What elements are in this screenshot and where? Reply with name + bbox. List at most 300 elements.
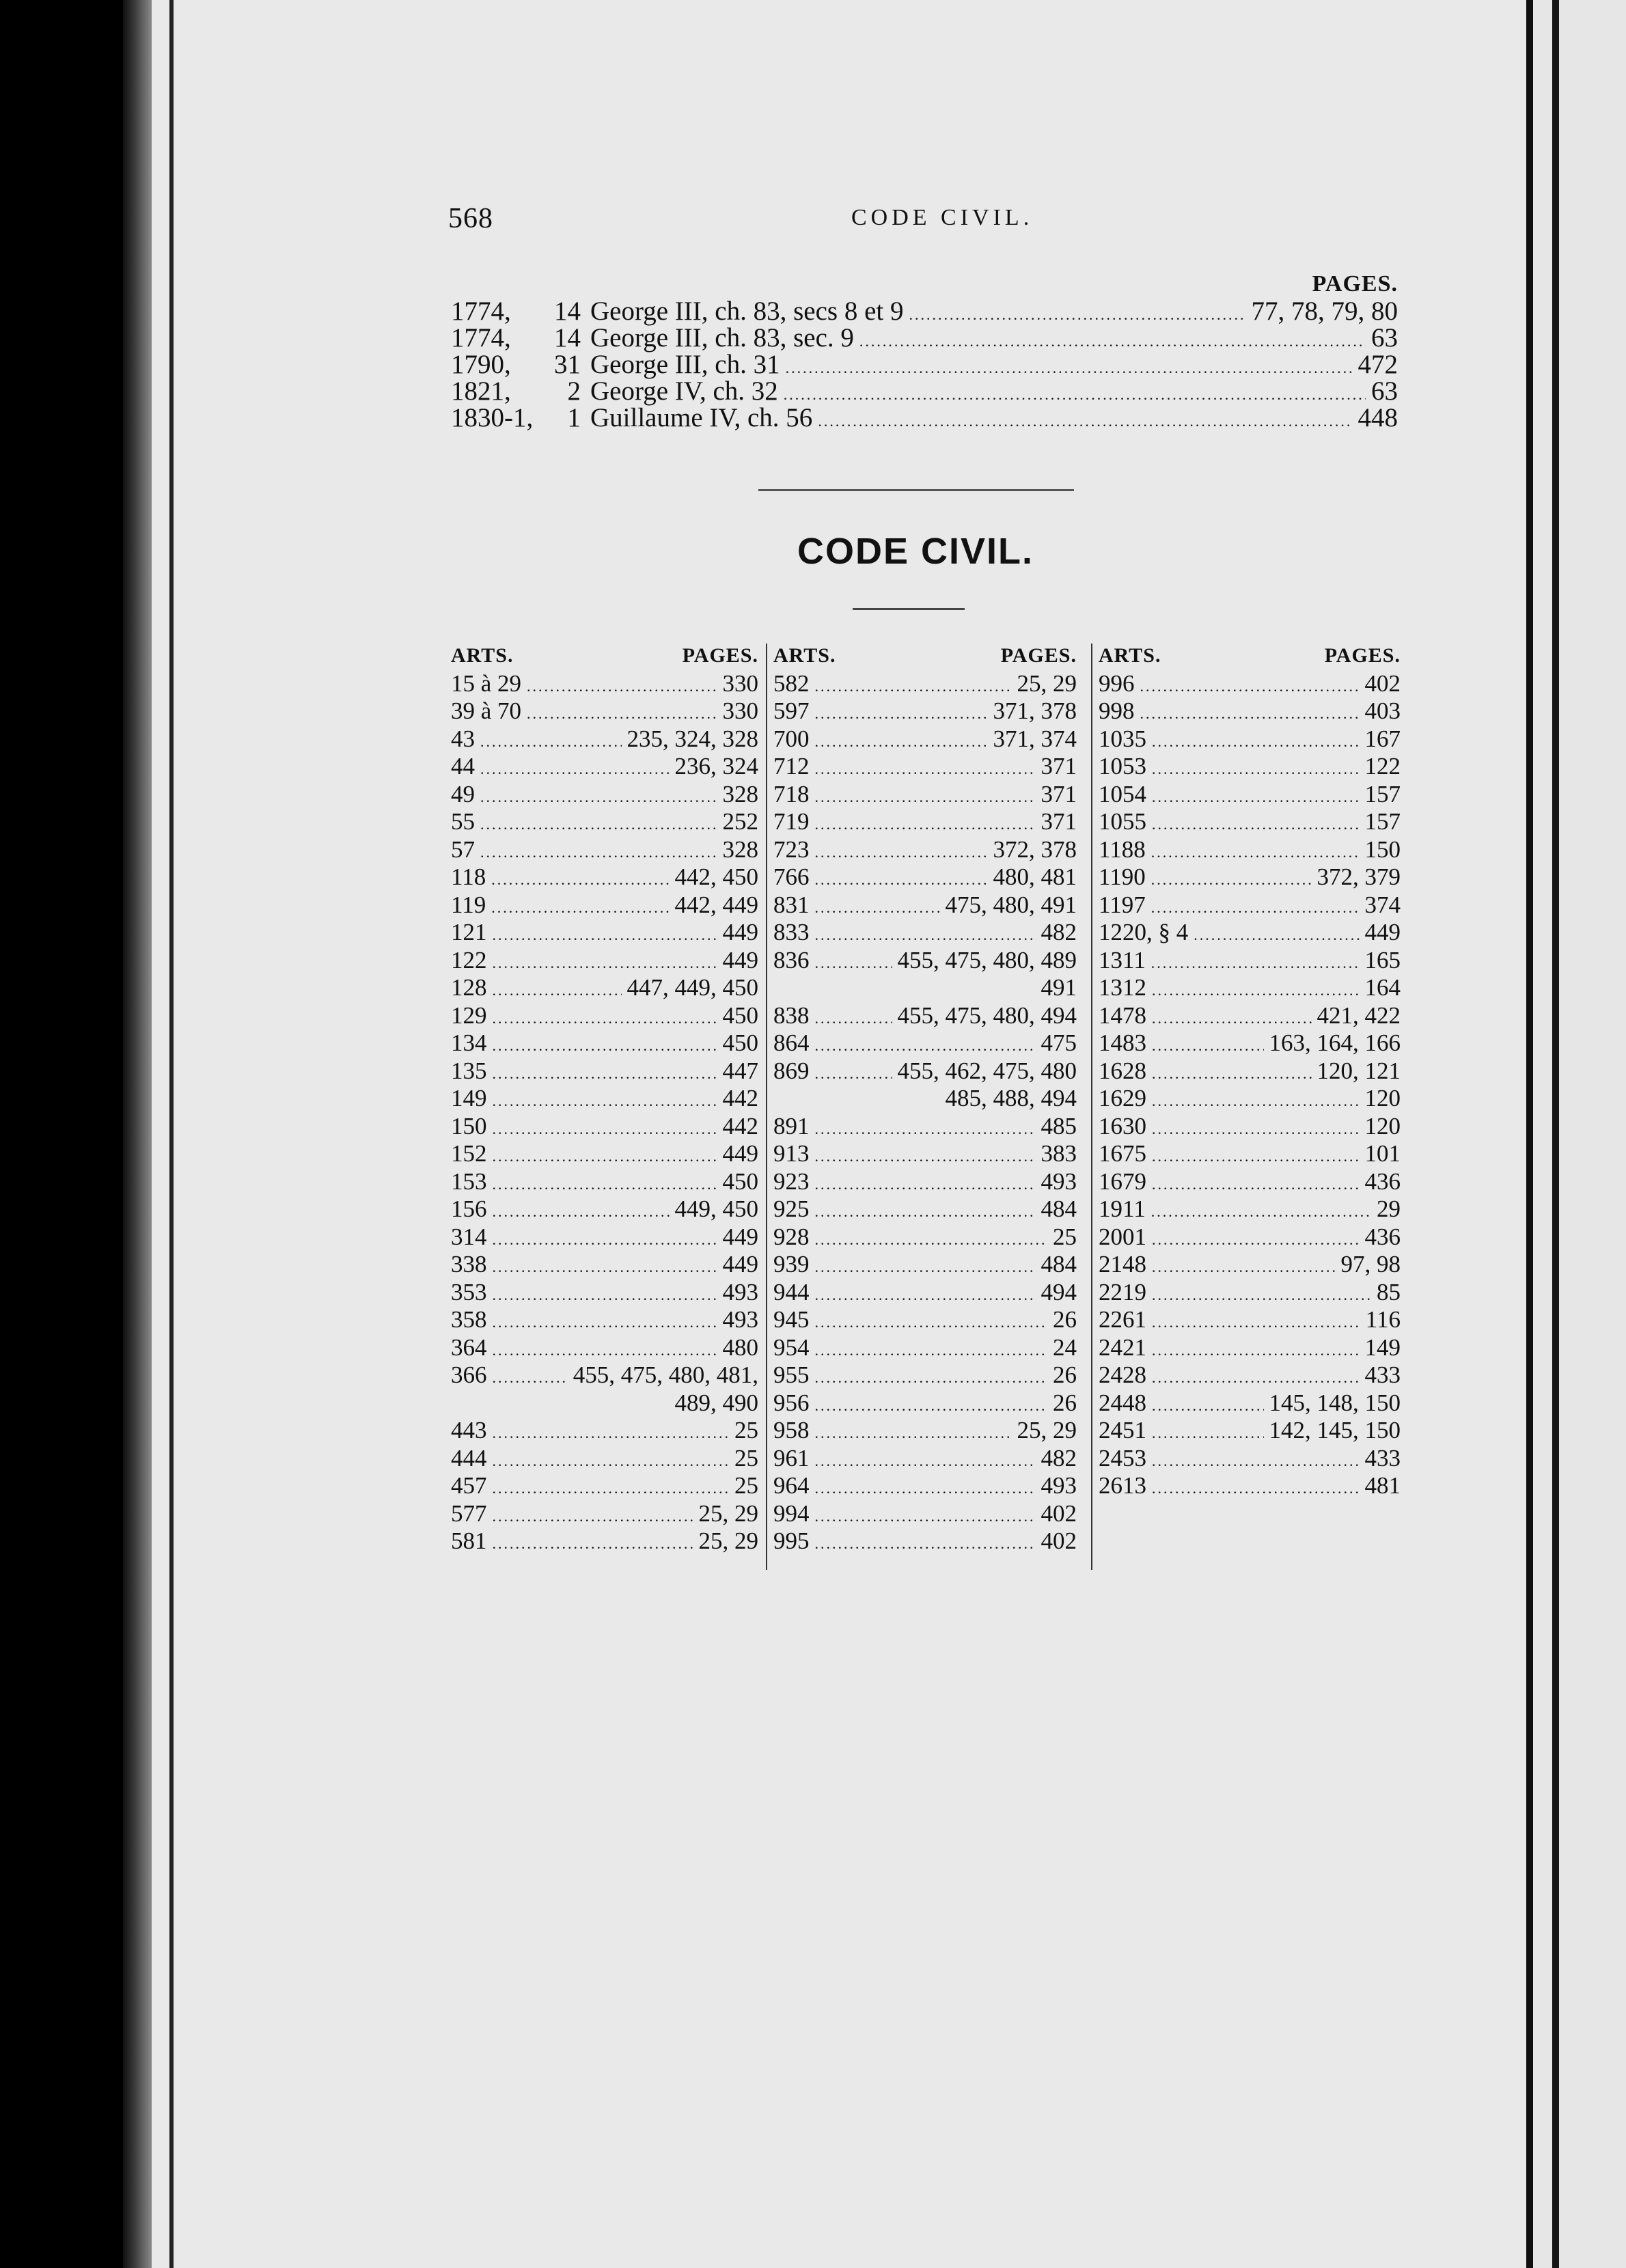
next-page-border: [1552, 0, 1559, 2268]
article-number: 134: [451, 1029, 487, 1056]
page-references: 493: [1041, 1167, 1077, 1195]
dot-leader: [491, 866, 669, 893]
article-number: 869: [773, 1057, 810, 1084]
article-number: 1312: [1099, 974, 1146, 1001]
page-references: 449: [722, 919, 758, 945]
index-row: [773, 1389, 1077, 1418]
statute-number: 14: [554, 323, 581, 352]
dot-leader: [815, 839, 988, 866]
dot-leader: [480, 839, 717, 866]
page-references: 442: [722, 1112, 758, 1139]
index-row: [451, 836, 758, 864]
statute-row: [451, 378, 1398, 404]
article-number: 121: [451, 919, 487, 945]
index-row-continuation: [451, 1389, 758, 1418]
article-number: 939: [773, 1251, 810, 1277]
index-row: [451, 1306, 758, 1334]
page-references: 480, 481: [993, 863, 1077, 890]
page-references: 150: [1364, 835, 1401, 863]
dot-leader: [1152, 728, 1360, 755]
dot-leader: [815, 1475, 1036, 1502]
page-references: 402: [1041, 1499, 1077, 1527]
dot-leader: [1152, 1364, 1360, 1391]
statute-title: George III, ch. 83, secs 8 et 9: [590, 296, 904, 326]
article-number: 944: [773, 1278, 810, 1305]
dot-leader: [493, 1171, 717, 1198]
article-number: 766: [773, 863, 810, 890]
dot-leader: [1152, 1032, 1264, 1059]
article-number: 582: [773, 669, 810, 697]
page-references: 484: [1041, 1195, 1077, 1222]
dot-leader: [493, 1088, 717, 1114]
dot-leader: [1151, 839, 1360, 866]
section-divider-top: [758, 489, 1074, 491]
article-number: 700: [773, 725, 810, 752]
dot-leader: [491, 894, 669, 921]
dot-leader: [815, 1060, 892, 1087]
page-references: 447: [722, 1057, 758, 1084]
page-references: 25, 29: [698, 1527, 758, 1554]
page-references: 330: [722, 669, 758, 697]
page-references: 120: [1364, 1085, 1401, 1111]
page-border-right: [1526, 0, 1533, 2268]
statute-row: [451, 298, 1398, 324]
index-row: [451, 781, 758, 809]
dot-leader: [493, 950, 717, 976]
dot-leader: [815, 1282, 1036, 1308]
statute-title: George III, ch. 83, sec. 9: [590, 323, 854, 352]
column-heading-pages: PAGES.: [1324, 644, 1401, 667]
page-references: 235, 324, 328: [626, 725, 758, 752]
index-row: [451, 891, 758, 919]
article-number: 1679: [1099, 1167, 1146, 1195]
dot-leader: [786, 355, 1353, 381]
index-row: [1099, 670, 1401, 698]
dot-leader: [1152, 1448, 1360, 1474]
article-number: 928: [773, 1223, 810, 1250]
article-number: 57: [451, 835, 475, 863]
articles-column-2: [773, 642, 1077, 1555]
article-number: 55: [451, 808, 475, 835]
index-row: [1099, 1334, 1401, 1362]
index-row: [1099, 1361, 1401, 1389]
dot-leader: [1152, 977, 1360, 1004]
statute-year: 1774,: [451, 296, 511, 326]
article-number: 2451: [1099, 1417, 1146, 1443]
dot-leader: [1152, 1337, 1360, 1364]
dot-leader: [493, 1032, 717, 1059]
article-number: 597: [773, 697, 810, 724]
page-references: 25, 29: [698, 1499, 758, 1527]
index-row: [773, 1251, 1077, 1279]
dot-leader: [815, 1171, 1036, 1198]
index-row: [773, 1279, 1077, 1307]
statute-title: George III, ch. 31: [590, 350, 780, 379]
article-number: 923: [773, 1167, 810, 1195]
dot-leader: [818, 408, 1352, 434]
page-references: 449: [722, 946, 758, 973]
dot-leader: [815, 1392, 1048, 1419]
dot-leader: [1152, 1143, 1360, 1170]
dot-leader: [493, 1364, 568, 1391]
page-references: 372, 378: [993, 835, 1077, 863]
column-heading-arts: ARTS.: [451, 644, 514, 667]
index-row: [451, 1445, 758, 1473]
page-references: 481: [1364, 1472, 1401, 1499]
article-number: 961: [773, 1444, 810, 1471]
statute-year: 1774,: [451, 323, 511, 352]
index-row: [451, 753, 758, 781]
column-rows: [773, 670, 1077, 1555]
article-number: 2219: [1099, 1278, 1146, 1305]
dot-leader: [815, 950, 892, 976]
index-row: [1099, 697, 1401, 725]
index-row: [1099, 808, 1401, 836]
dot-leader: [815, 1337, 1048, 1364]
page-references: 167: [1364, 725, 1401, 752]
index-row: [773, 836, 1077, 864]
dot-leader: [1151, 950, 1360, 976]
article-number: 443: [451, 1417, 487, 1443]
page-references: 493: [722, 1278, 758, 1305]
article-number: 996: [1099, 669, 1135, 697]
index-row: [451, 1279, 758, 1307]
dot-leader: [859, 328, 1366, 355]
column-heading-arts: ARTS.: [773, 644, 836, 667]
page-references: 449: [722, 1140, 758, 1167]
page-references: 372, 379: [1317, 863, 1401, 890]
dot-leader: [815, 1364, 1048, 1391]
page-left-edge-shadow: [123, 0, 152, 2268]
article-number: 1628: [1099, 1057, 1146, 1084]
dot-leader: [1152, 1005, 1312, 1032]
index-row: [451, 1057, 758, 1085]
page-references: 433: [1364, 1444, 1401, 1471]
page-references: 491: [1041, 974, 1077, 1001]
article-number: 49: [451, 780, 475, 807]
dot-leader: [815, 1116, 1036, 1142]
page-references: 450: [722, 1001, 758, 1029]
index-row: [773, 1168, 1077, 1196]
dot-leader: [493, 1475, 730, 1502]
article-number: 149: [451, 1085, 487, 1111]
page-references: 442, 449: [674, 891, 758, 918]
page-references: 475, 480, 491: [945, 891, 1077, 918]
index-row: [451, 1527, 758, 1555]
article-number: 43: [451, 725, 475, 752]
article-number: 2261: [1099, 1306, 1146, 1333]
statute-year: 1830-1,: [451, 403, 534, 432]
page-references: 24: [1053, 1333, 1077, 1361]
dot-leader: [815, 673, 1012, 700]
index-row: [451, 1029, 758, 1057]
dot-leader: [1152, 1254, 1336, 1280]
index-row: [1099, 891, 1401, 919]
article-number: 2001: [1099, 1223, 1146, 1250]
statute-pages: 472: [1358, 350, 1398, 379]
article-number: 1055: [1099, 808, 1146, 835]
dot-leader: [493, 1282, 717, 1308]
index-row: [773, 1500, 1077, 1528]
dot-leader: [1152, 811, 1360, 838]
article-number: 994: [773, 1499, 810, 1527]
article-number: 1675: [1099, 1140, 1146, 1167]
page-references: 449, 450: [674, 1195, 758, 1222]
article-number: 1053: [1099, 753, 1146, 779]
article-number: 156: [451, 1195, 487, 1222]
page-references: 97, 98: [1340, 1251, 1401, 1277]
dot-leader: [1151, 894, 1360, 921]
dot-leader: [815, 1005, 892, 1032]
index-row: [1099, 1029, 1401, 1057]
index-row: [773, 697, 1077, 725]
index-row: [773, 725, 1077, 753]
article-number: 364: [451, 1333, 487, 1361]
dot-leader: [527, 673, 717, 700]
article-number: 314: [451, 1223, 487, 1250]
dot-leader: [1152, 1116, 1360, 1142]
index-row: [773, 1445, 1077, 1473]
dot-leader: [815, 1503, 1036, 1530]
article-number: 995: [773, 1527, 810, 1554]
page-references: 455, 475, 480, 494: [897, 1001, 1077, 1029]
index-row: [773, 1195, 1077, 1223]
index-row: [773, 863, 1077, 891]
dot-leader: [493, 1060, 717, 1087]
statute-row: [451, 404, 1398, 431]
statute-pages: 63: [1371, 323, 1398, 352]
dot-leader: [493, 1143, 717, 1170]
article-number: 718: [773, 780, 810, 807]
page-references: 101: [1364, 1140, 1401, 1167]
article-number: 39 à 70: [451, 697, 522, 724]
article-number: 891: [773, 1112, 810, 1139]
dot-leader: [815, 894, 940, 921]
page-references: 421, 422: [1317, 1001, 1401, 1029]
page-header: [448, 202, 1398, 243]
dot-leader: [493, 1448, 730, 1474]
page-references: 447, 449, 450: [626, 974, 758, 1001]
dot-leader: [1152, 784, 1360, 810]
index-row: [1099, 1445, 1401, 1473]
page-references: 480: [722, 1333, 758, 1361]
index-row: [773, 1002, 1077, 1030]
dot-leader: [1152, 1226, 1360, 1253]
article-number: 122: [451, 946, 487, 973]
column-divider: [1091, 644, 1092, 1570]
article-number: 129: [451, 1001, 487, 1029]
article-number: 712: [773, 753, 810, 779]
index-row: [451, 1223, 758, 1251]
dot-leader: [493, 1254, 717, 1280]
article-number: 719: [773, 808, 810, 835]
index-row-continuation: [773, 974, 1077, 1002]
page-references: 157: [1364, 808, 1401, 835]
dot-leader: [1151, 1198, 1371, 1225]
page-references: 436: [1364, 1167, 1401, 1195]
article-number: 831: [773, 891, 810, 918]
dot-leader: [815, 1530, 1036, 1557]
scan-left-margin: [0, 0, 143, 2268]
page-references: 116: [1365, 1306, 1401, 1333]
index-row: [451, 919, 758, 947]
statute-pages: 63: [1371, 376, 1398, 406]
index-row: [451, 1500, 758, 1528]
index-row: [1099, 1306, 1401, 1334]
index-row: [1099, 974, 1401, 1002]
article-number: 1220, § 4: [1099, 919, 1189, 945]
statute-row: [451, 324, 1398, 351]
dot-leader: [493, 1198, 670, 1225]
article-number: 581: [451, 1527, 487, 1554]
page-references: 493: [1041, 1472, 1077, 1499]
index-row: [451, 1334, 758, 1362]
index-row: [451, 1195, 758, 1223]
article-number: 1483: [1099, 1029, 1146, 1056]
index-row: [451, 1002, 758, 1030]
index-row: [773, 1223, 1077, 1251]
page-references: 485, 488, 494: [945, 1085, 1077, 1111]
page-references: 493: [722, 1306, 758, 1333]
page-references: 371: [1041, 753, 1077, 779]
index-row: [451, 1472, 758, 1500]
page-references: 371, 374: [993, 725, 1077, 752]
index-row: [1099, 1472, 1401, 1500]
index-row: [451, 1417, 758, 1445]
article-number: 838: [773, 1001, 810, 1029]
page-references: 482: [1041, 919, 1077, 945]
index-row: [1099, 1195, 1401, 1223]
page-references: 402: [1364, 669, 1401, 697]
column-divider: [766, 644, 767, 1570]
index-row: [773, 808, 1077, 836]
article-number: 2613: [1099, 1472, 1146, 1499]
index-row: [773, 1029, 1077, 1057]
article-number: 15 à 29: [451, 669, 522, 697]
column-heading-pages: PAGES.: [682, 644, 758, 667]
index-row: [773, 1472, 1077, 1500]
page-references: 120, 121: [1317, 1057, 1401, 1084]
dot-leader: [815, 700, 988, 727]
dot-leader: [815, 1448, 1036, 1474]
index-row: [773, 947, 1077, 975]
articles-column-1: [451, 642, 758, 1555]
index-row: [1099, 1168, 1401, 1196]
article-number: 955: [773, 1361, 810, 1388]
article-number: 836: [773, 946, 810, 973]
index-row: [451, 1251, 758, 1279]
article-number: 2453: [1099, 1444, 1146, 1471]
dot-leader: [527, 700, 717, 727]
page-references: 25: [1053, 1223, 1077, 1250]
statute-number: 1: [567, 403, 581, 432]
statute-number: 31: [554, 350, 581, 379]
page-references: 455, 475, 480, 489: [897, 946, 1077, 973]
statute-row: [451, 351, 1398, 378]
column-rows: [1099, 670, 1401, 1500]
index-row: [1099, 1057, 1401, 1085]
index-row: [773, 1306, 1077, 1334]
dot-leader: [784, 381, 1366, 408]
article-number: 864: [773, 1029, 810, 1056]
statutes-table: [451, 271, 1398, 431]
article-number: 338: [451, 1251, 487, 1277]
index-row: [451, 1113, 758, 1141]
article-number: 1629: [1099, 1085, 1146, 1111]
dot-leader: [1140, 700, 1360, 727]
page-references: 484: [1041, 1251, 1077, 1277]
page-references: 25, 29: [1017, 669, 1077, 697]
article-number: 366: [451, 1361, 487, 1388]
article-number: 2148: [1099, 1251, 1146, 1277]
dot-leader: [493, 1309, 717, 1336]
page-references: 449: [1364, 919, 1401, 945]
dot-leader: [493, 1503, 693, 1530]
article-number: 457: [451, 1472, 487, 1499]
index-row: [1099, 919, 1401, 947]
page-references: 449: [722, 1251, 758, 1277]
page-references: 450: [722, 1167, 758, 1195]
dot-leader: [815, 1143, 1036, 1170]
article-number: 945: [773, 1306, 810, 1333]
dot-leader: [815, 728, 988, 755]
article-number: 2448: [1099, 1389, 1146, 1416]
index-row: [773, 891, 1077, 919]
dot-leader: [480, 784, 717, 810]
article-number: 2421: [1099, 1333, 1146, 1361]
page-border-left: [169, 0, 174, 2268]
index-row: [1099, 863, 1401, 891]
dot-leader: [493, 1337, 717, 1364]
page-references: 450: [722, 1029, 758, 1056]
page-references: 328: [722, 835, 758, 863]
article-number: 723: [773, 835, 810, 863]
article-number: 998: [1099, 697, 1135, 724]
article-number: 956: [773, 1389, 810, 1416]
statutes-rows: [451, 298, 1398, 431]
dot-leader: [815, 1032, 1036, 1059]
page-references: 371: [1041, 808, 1077, 835]
index-row: [1099, 781, 1401, 809]
page-references: 29: [1377, 1195, 1401, 1222]
index-row: [1099, 753, 1401, 781]
index-row: [451, 974, 758, 1002]
article-number: 577: [451, 1499, 487, 1527]
dot-leader: [815, 1198, 1036, 1225]
article-number: 1197: [1099, 891, 1146, 918]
index-row: [773, 1527, 1077, 1555]
dot-leader: [493, 922, 717, 948]
page-references: 442: [722, 1085, 758, 1111]
index-row: [1099, 836, 1401, 864]
page-references: 383: [1041, 1140, 1077, 1167]
column-heading: [451, 642, 758, 670]
dot-leader: [493, 1530, 693, 1557]
article-number: 150: [451, 1112, 487, 1139]
article-number: 358: [451, 1306, 487, 1333]
dot-leader: [815, 756, 1036, 782]
page-references: 25: [734, 1472, 758, 1499]
index-row: [1099, 1251, 1401, 1279]
index-row: [1099, 725, 1401, 753]
next-page-strip: [1533, 0, 1626, 2268]
index-row: [451, 863, 758, 891]
dot-leader: [1152, 1282, 1371, 1308]
dot-leader: [1152, 1475, 1360, 1502]
index-row: [1099, 1113, 1401, 1141]
article-number: 118: [451, 863, 486, 890]
dot-leader: [493, 1420, 730, 1446]
